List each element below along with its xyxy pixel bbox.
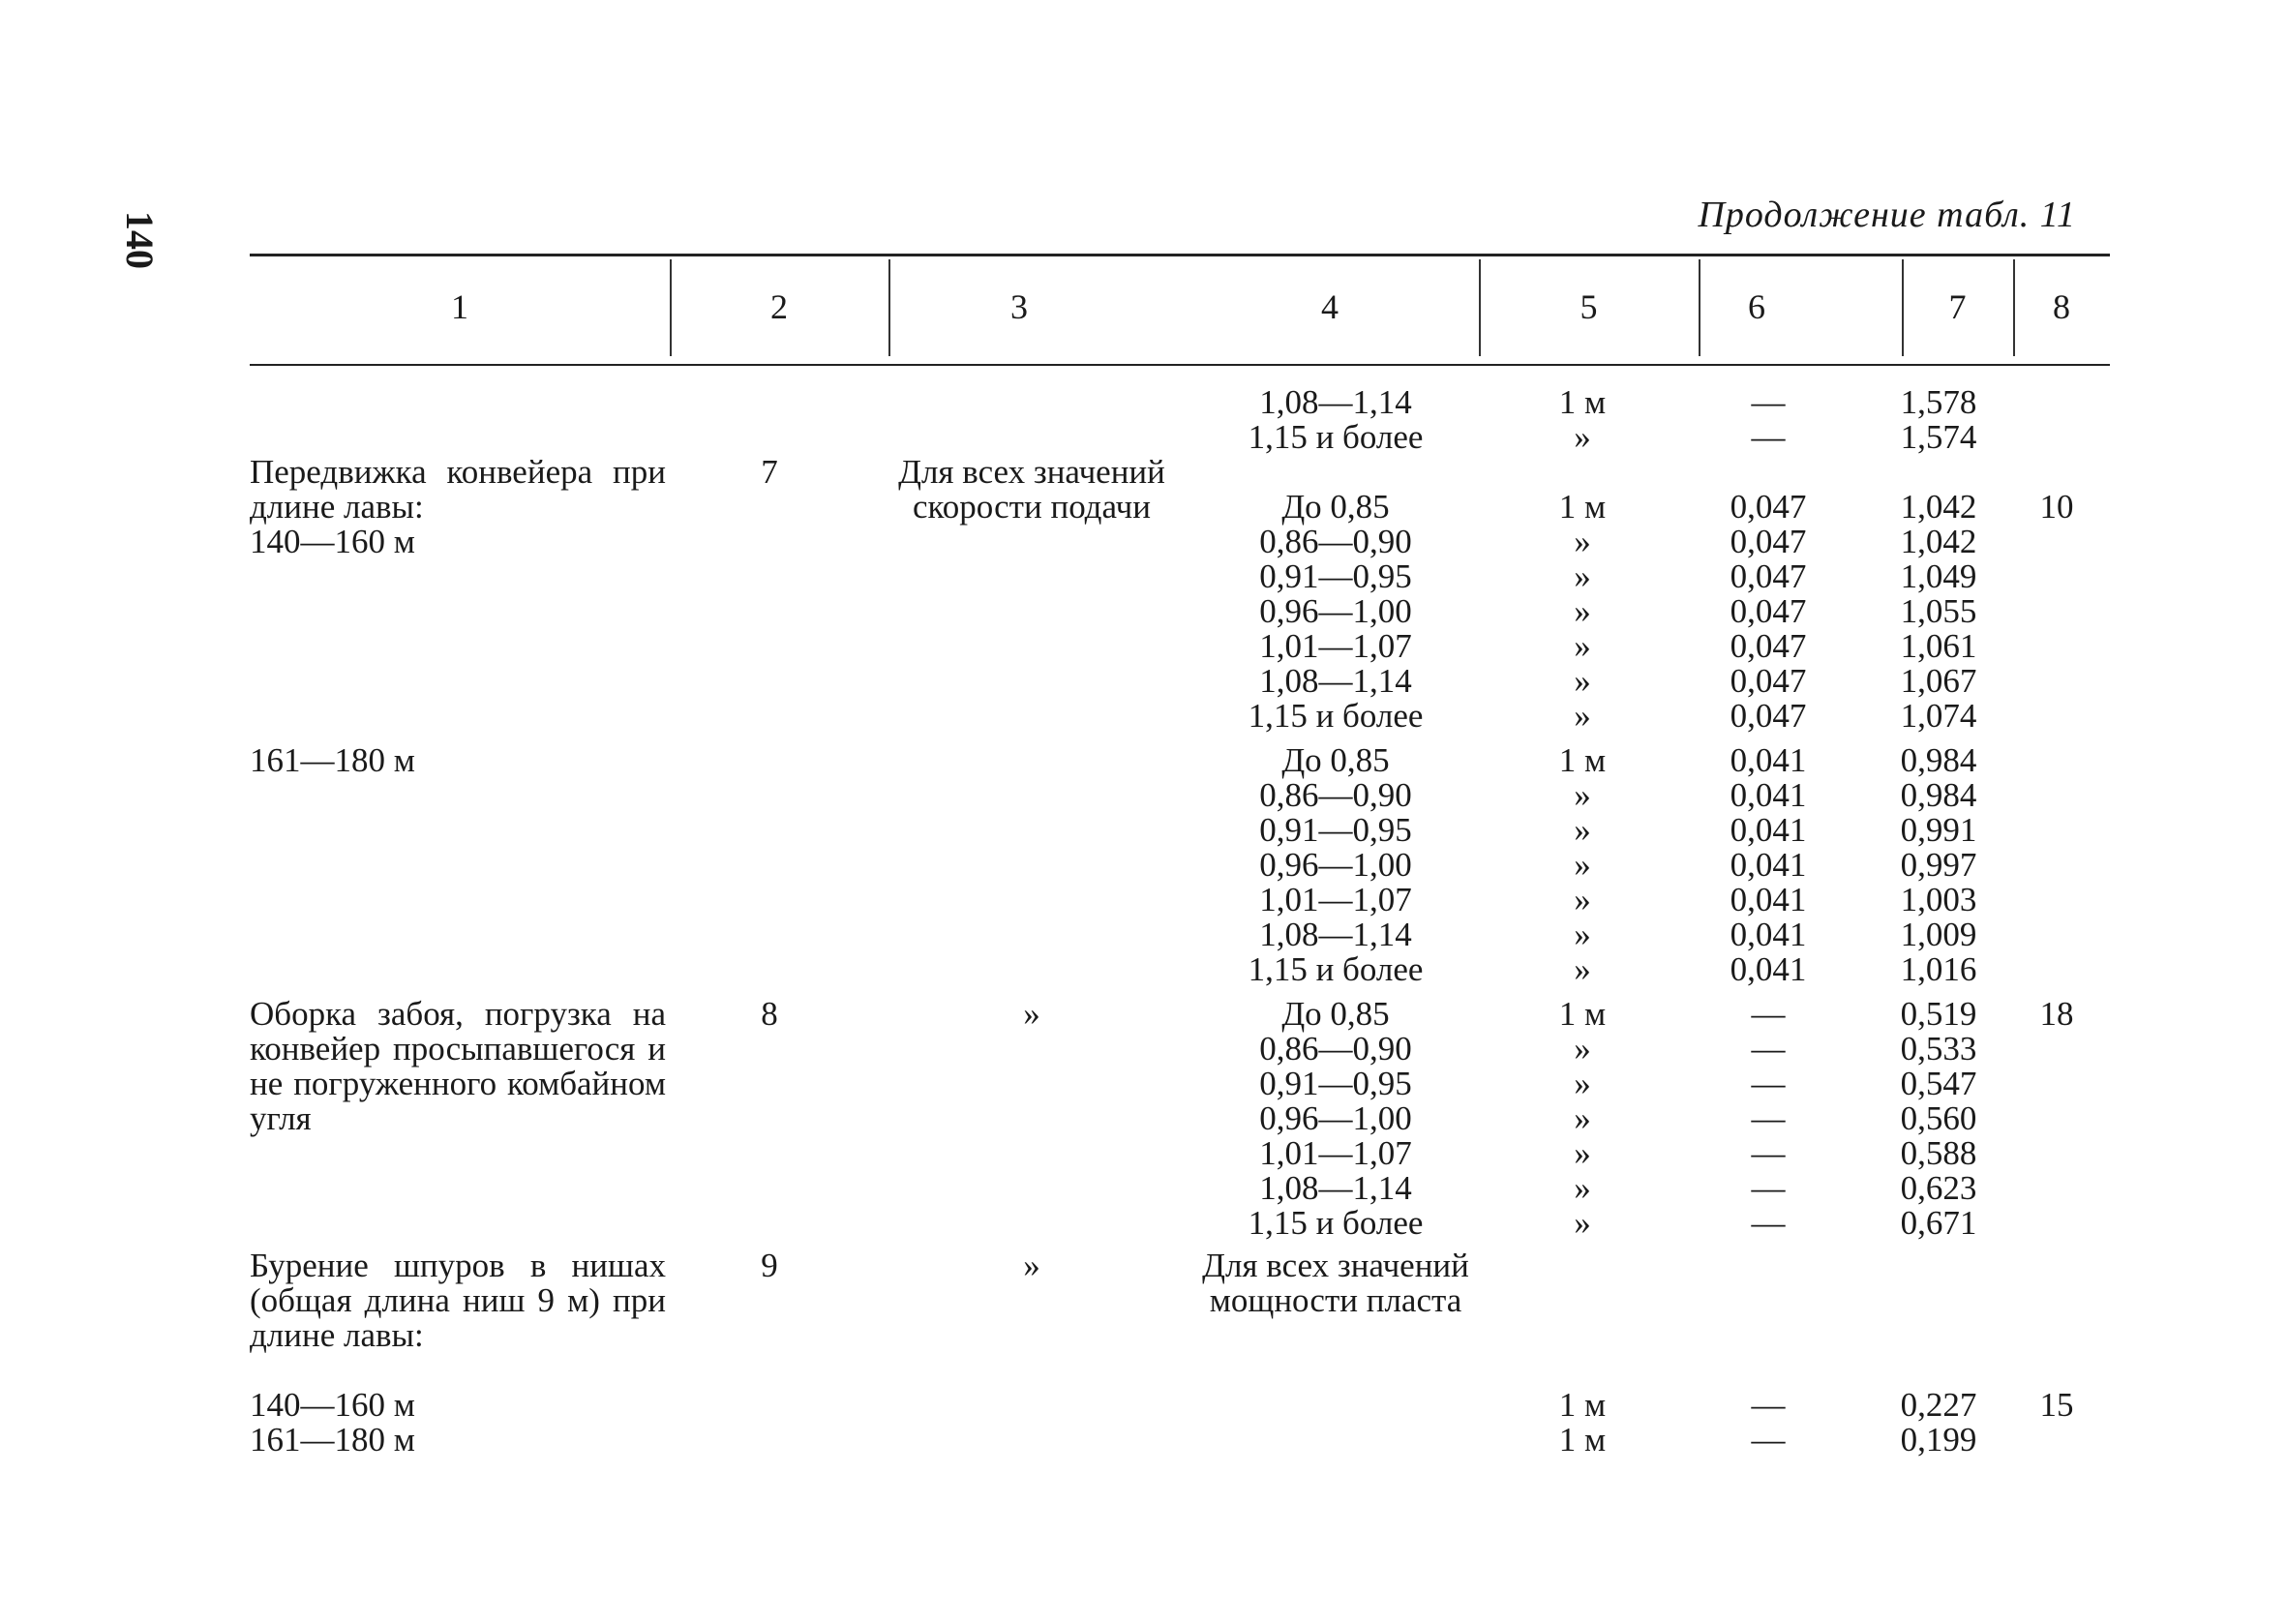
g3-col5: 1 м » » » » » »: [1558, 995, 1607, 1242]
g4-col5: 1 м 1 м: [1558, 1386, 1607, 1459]
g3-col8: 18: [2039, 995, 2074, 1033]
g0-col4: 1,08—1,14 1,15 и более: [1248, 383, 1424, 456]
g1-col3: Для всех значений скорости подачи: [898, 453, 1165, 526]
g1-col7: 1,042 1,042 1,049 1,055 1,061 1,067 1,074: [1900, 488, 1977, 735]
g1-col2: 7: [761, 453, 778, 491]
table-header-rule: [250, 364, 2110, 366]
header-col-1: 1: [451, 287, 468, 326]
g3-col7: 0,519 0,533 0,547 0,560 0,588 0,623 0,671: [1900, 995, 1977, 1242]
g4-col1: Бурение шпуров в нишах (общая длина ниш 9 м) при длине лавы:: [250, 1247, 666, 1354]
g3-col2: 8: [761, 995, 778, 1033]
g1-col8: 10: [2039, 488, 2074, 526]
g4-col1-sub: 140—160 м 161—180 м: [250, 1386, 415, 1459]
header-col-2: 2: [770, 287, 788, 326]
g0-col6: — —: [1751, 383, 1786, 456]
g2-col6: 0,041 0,041 0,041 0,041 0,041 0,041 0,041: [1730, 741, 1807, 988]
g2-col4: До 0,85 0,86—0,90 0,91—0,95 0,96—1,00 1,01—1,07 1,08—1,14 1,15 и более: [1248, 741, 1424, 988]
header-col-4: 4: [1321, 287, 1339, 326]
g1-col1: Передвижка конвейера при длине лавы:: [250, 453, 666, 526]
g1-col5: 1 м » » » » » »: [1558, 488, 1607, 735]
continuation-title: Продолжение табл. 11: [1698, 195, 2076, 235]
g3-col6: — — — — — — —: [1751, 995, 1786, 1242]
g2-col5: 1 м » » » » » »: [1558, 741, 1607, 988]
g1-col6: 0,047 0,047 0,047 0,047 0,047 0,047 0,047: [1730, 488, 1807, 735]
g4-col4: Для всех значений мощности пласта: [1202, 1247, 1469, 1319]
g0-col7: 1,578 1,574: [1900, 383, 1977, 456]
g4-col2: 9: [761, 1247, 778, 1284]
page-number: 140: [118, 211, 162, 269]
g2-col1-sub: 161—180 м: [250, 741, 415, 779]
header-col-8: 8: [2053, 287, 2070, 326]
g4-col8: 15: [2039, 1386, 2074, 1424]
g3-col4: До 0,85 0,86—0,90 0,91—0,95 0,96—1,00 1,01—1,07 1,08—1,14 1,15 и более: [1248, 995, 1424, 1242]
table-top-rule: [250, 254, 2110, 256]
g2-col7: 0,984 0,984 0,991 0,997 1,003 1,009 1,016: [1900, 741, 1977, 988]
g0-col5: 1 м »: [1558, 383, 1607, 456]
g4-col3: »: [1023, 1247, 1040, 1284]
header-col-7: 7: [1948, 287, 1967, 326]
g3-col1: Оборка забоя, погрузка на конвейер просыпавшегося и не погруженного комбайном угля: [250, 995, 666, 1137]
g1-col1-sub: 140—160 м: [250, 523, 415, 560]
g3-col3: »: [1023, 995, 1040, 1033]
header-col-6: 6: [1748, 287, 1765, 326]
header-col-3: 3: [1010, 287, 1028, 326]
g4-col7: 0,227 0,199: [1900, 1386, 1977, 1459]
header-col-5: 5: [1580, 287, 1598, 326]
g1-col4: До 0,85 0,86—0,90 0,91—0,95 0,96—1,00 1,01—1,07 1,08—1,14 1,15 и более: [1248, 488, 1424, 735]
g4-col6: — —: [1751, 1386, 1786, 1459]
